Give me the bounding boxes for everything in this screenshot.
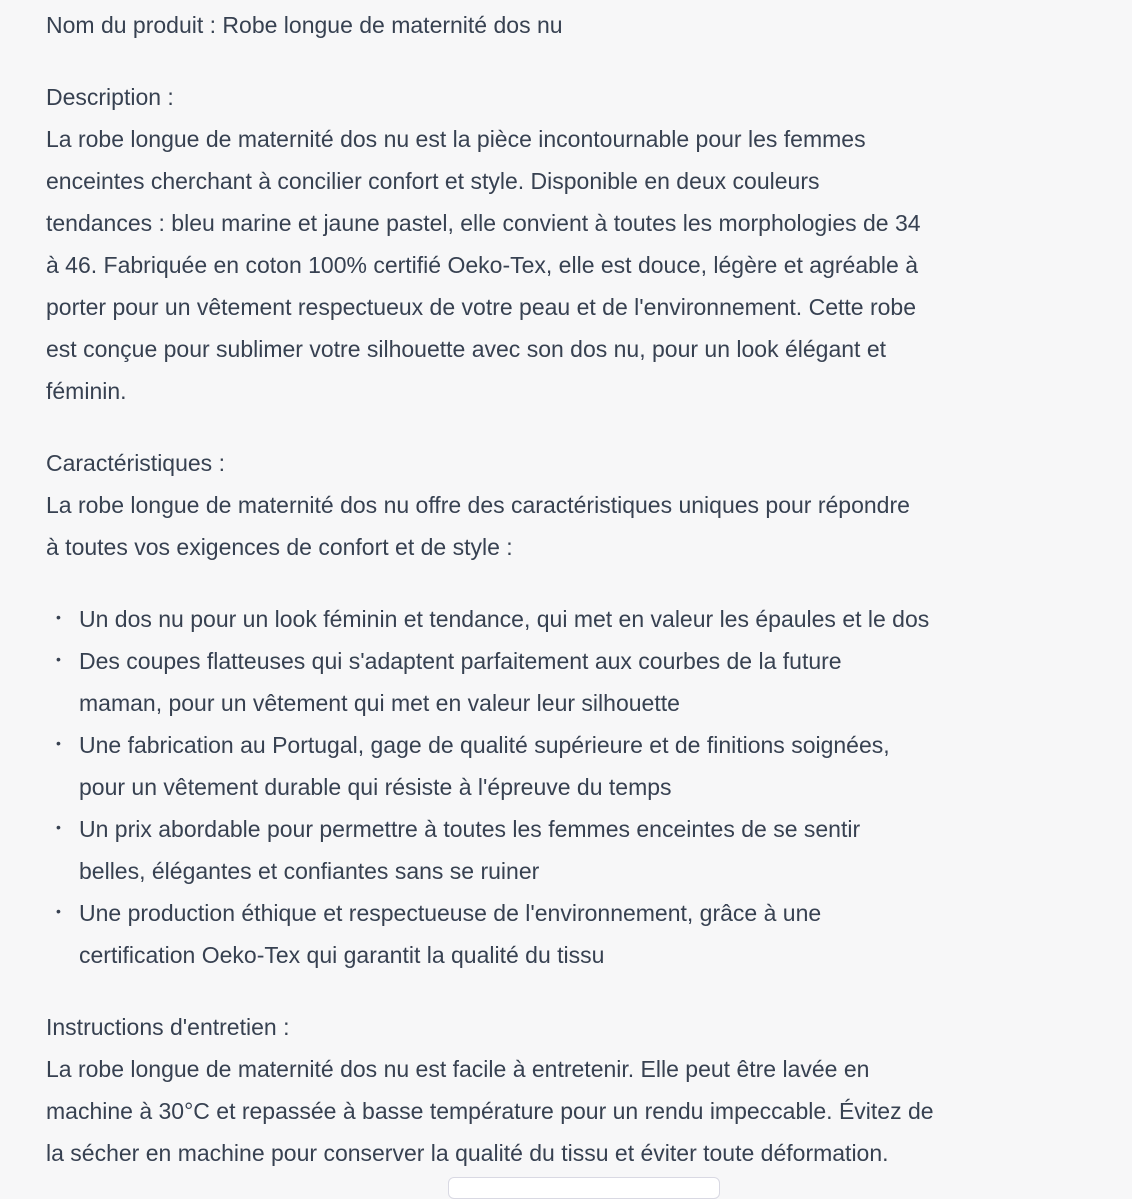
list-item-line: Un prix abordable pour permettre à toutes les femmes enceintes de se sentir bbox=[79, 816, 861, 842]
description-line: féminin. bbox=[46, 378, 127, 404]
list-item bbox=[46, 598, 1036, 640]
list-item-line: maman, pour un vêtement qui met en valeur leur silhouette bbox=[79, 690, 680, 716]
bullet-icon: • bbox=[56, 651, 61, 667]
list-item-line: Une production éthique et respectueuse de l'environnement, grâce à une bbox=[79, 900, 822, 926]
bullet-icon: • bbox=[56, 819, 61, 835]
product-name: Nom du produit : Robe longue de maternité dos nu bbox=[46, 12, 563, 38]
care-line: La robe longue de maternité dos nu est facile à entretenir. Elle peut être lavée en bbox=[46, 1056, 870, 1082]
regenerate-button[interactable] bbox=[448, 1177, 720, 1199]
list-item-line: Une fabrication au Portugal, gage de qualité supérieure et de finitions soignées, bbox=[79, 732, 890, 758]
spacer bbox=[46, 568, 1036, 598]
description-line: est conçue pour sublimer votre silhouette avec son dos nu, pour un look élégant et bbox=[46, 336, 887, 362]
characteristics-list bbox=[46, 598, 1036, 976]
care-line: machine à 30°C et repassée à basse température pour un rendu impeccable. Évitez de bbox=[46, 1098, 934, 1124]
list-item-line: pour un vêtement durable qui résiste à l'épreuve du temps bbox=[79, 774, 672, 800]
spacer bbox=[46, 46, 1036, 76]
characteristics-intro bbox=[46, 484, 1036, 568]
description-line: enceintes cherchant à concilier confort et style. Disponible en deux couleurs bbox=[46, 168, 820, 194]
list-item bbox=[46, 640, 1036, 724]
description-line: porter pour un vêtement respectueux de votre peau et de l'environnement. Cette robe bbox=[46, 294, 916, 320]
list-item bbox=[46, 808, 1036, 892]
list-item bbox=[46, 892, 1036, 976]
description-line: tendances : bleu marine et jaune pastel, elle convient à toutes les morphologies de 34 bbox=[46, 210, 921, 236]
characteristics-heading: Caractéristiques : bbox=[46, 450, 225, 476]
characteristics-intro-line: à toutes vos exigences de confort et de style : bbox=[46, 534, 513, 560]
spacer bbox=[46, 976, 1036, 1006]
description-line: La robe longue de maternité dos nu est la pièce incontournable pour les femmes bbox=[46, 126, 866, 152]
list-item-line: certification Oeko-Tex qui garantit la qualité du tissu bbox=[79, 942, 605, 968]
list-item-line: belles, élégantes et confiantes sans se ruiner bbox=[79, 858, 540, 884]
list-item-line: Des coupes flatteuses qui s'adaptent parfaitement aux courbes de la future bbox=[79, 648, 842, 674]
description-heading: Description : bbox=[46, 84, 174, 110]
bullet-icon: • bbox=[56, 609, 61, 625]
care-body bbox=[46, 1048, 1036, 1174]
list-item bbox=[46, 724, 1036, 808]
care-heading: Instructions d'entretien : bbox=[46, 1014, 290, 1040]
message-content bbox=[46, 4, 1036, 1174]
bullet-icon: • bbox=[56, 735, 61, 751]
description-body bbox=[46, 118, 1036, 412]
description-line: à 46. Fabriquée en coton 100% certifié Oeko-Tex, elle est douce, légère et agréable à bbox=[46, 252, 918, 278]
spacer bbox=[46, 412, 1036, 442]
list-item-line: Un dos nu pour un look féminin et tendance, qui met en valeur les épaules et le dos bbox=[79, 606, 930, 632]
care-line: la sécher en machine pour conserver la qualité du tissu et éviter toute déformation. bbox=[46, 1140, 889, 1166]
bullet-icon: • bbox=[56, 903, 61, 919]
characteristics-intro-line: La robe longue de maternité dos nu offre des caractéristiques uniques pour répondre bbox=[46, 492, 910, 518]
